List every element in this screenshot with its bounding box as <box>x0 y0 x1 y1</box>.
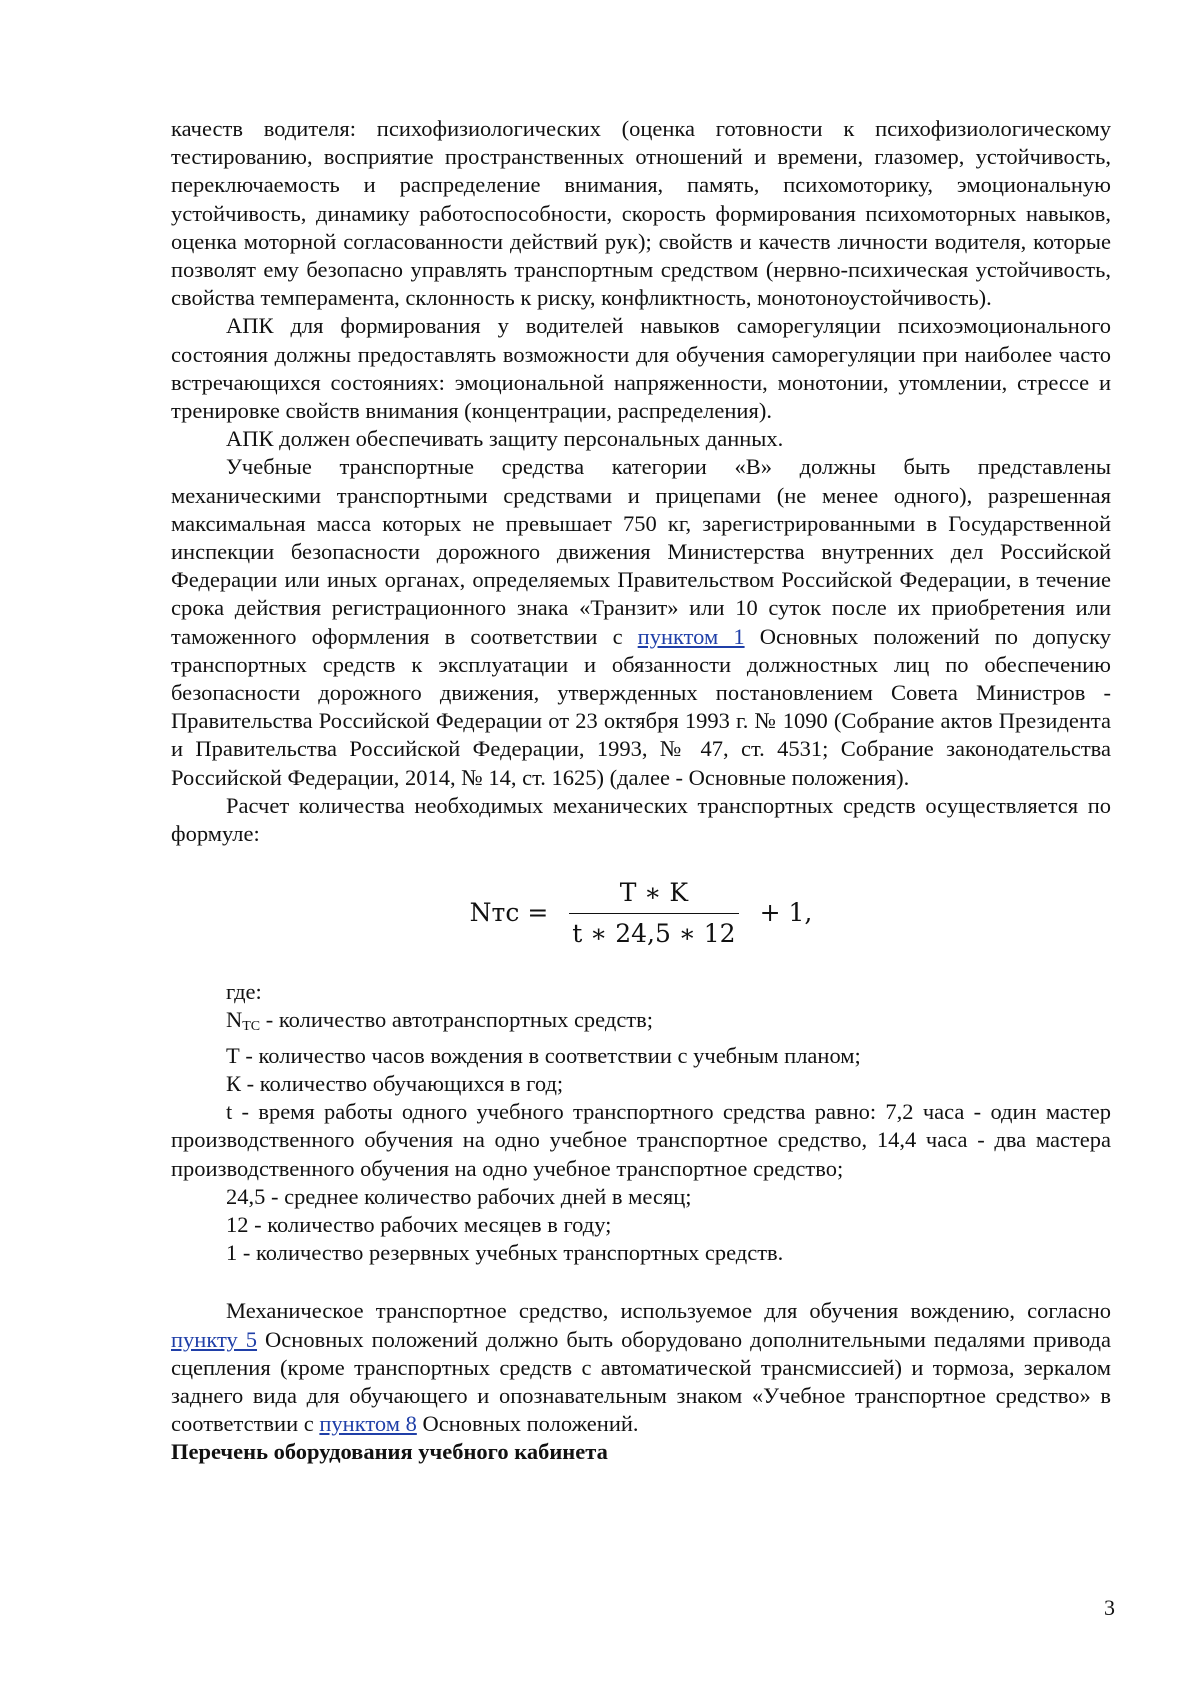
page-number: 3 <box>1104 1595 1115 1620</box>
paragraph-text: Механическое транспортное средство, используемое для обучения вождению, согласно <box>226 1298 1111 1324</box>
paragraph-driver-qualities: качеств водителя: психофизиологических (оценка готовности к психофизиологическому тестированию, восприятие пространственных отношений и времени, глазомер, устойчивость, переключаемость и распределение внимания, память, психомоторику, эмоциональную устойчивость, динамику работоспособности, скорость формирования психомоторных навыков, оценка моторной согласованности действий рук); свойств и качеств личности водителя, которые позволят ему безопасно управлять транспортным средством (нервно-психическая устойчивость, свойства темперамента, склонность к риску, конфликтность, монотоноустойчивость). <box>171 116 1111 311</box>
link-point-8[interactable]: пунктом 8 <box>319 1411 417 1437</box>
formula-denominator: t ∗ 24,5 ∗ 12 <box>572 918 736 948</box>
ntc-subscript: ТС <box>242 1019 261 1035</box>
ntc-text: - количество автотранспортных средств; <box>260 1007 654 1033</box>
definition-months: 12 - количество рабочих месяцев в году; <box>226 1211 612 1237</box>
formula-lhs: Nтс = <box>469 898 549 928</box>
ntc-symbol: N <box>226 1007 243 1033</box>
paragraph-text: Основных положений. <box>416 1411 639 1437</box>
definition-days: 24,5 - среднее количество рабочих дней в месяц; <box>226 1183 692 1209</box>
definition-ntc <box>171 1006 1111 1041</box>
section-heading: Перечень оборудования учебного кабинета <box>171 1439 608 1465</box>
link-point-1[interactable]: пунктом 1 <box>637 623 745 649</box>
paragraph-self-regulation: АПК для формирования у водителей навыков саморегуляции психоэмоционального состояния должны предоставлять возможности для обучения саморегуляции при наиболее часто встречающихся состояниях: эмоциональной напряженности, монотонии, утомлении, стрессе и тренировке свойств внимания (концентрации, распределения). <box>171 313 1111 424</box>
link-point-5[interactable]: пункту 5 <box>171 1326 258 1352</box>
formula-fraction <box>560 879 747 948</box>
definition-reserve: 1 - количество резервных учебных транспортных средств. <box>226 1240 784 1266</box>
spacer <box>171 1267 1111 1297</box>
paragraph-text: Основных положений по допуску транспортных средств к эксплуатации и обязанности должностных лиц по обеспечению безопасности дорожного движения, утвержденных постановлением Совета Министров - Правительства Российской Федерации от 23 октября 1993 г. № 1090 (Собрание актов Президента и Правительства Российской Федерации, 1993, № 47, ст. 4531; Собрание законодательства Российской Федерации, 2014, № 14, ст. 1625) (далее - Основные положения). <box>171 623 1111 790</box>
vehicle-count-formula <box>171 848 1111 978</box>
formula-numerator: T ∗ K <box>619 877 689 907</box>
definition-hours: Т - количество часов вождения в соответствии с учебным планом; <box>226 1042 861 1068</box>
paragraph-text: Основных положений должно быть оборудовано дополнительными педалями привода сцепления (кроме транспортных средств с автоматической трансмиссией) и тормоза, зеркалом заднего вида для обучающего и опознавательным знаком «Учебное транспортное средство» в соответствии с <box>171 1326 1111 1437</box>
formula-rhs: + 1, <box>759 898 813 928</box>
paragraph-calculation: Расчет количества необходимых механических транспортных средств осуществляется по формуле: <box>171 792 1111 847</box>
definition-where: где: <box>226 979 262 1005</box>
definition-work-time: t - время работы одного учебного транспортного средства равно: 7,2 часа - один мастер производственного обучения на одно учебное транспортное средство, 14,4 часа - два мастера производственного обучения на одно учебное транспортное средство; <box>171 1099 1111 1181</box>
paragraph-text: Учебные транспортные средства категории «В» должны быть представлены механическими транспортными средствами и прицепами (не менее одного), разрешенная максимальная масса которых не превышает 750 кг, зарегистрированными в Государственной инспекции безопасности дорожного движения Министерства внутренних дел Российской Федерации или иных органах, определяемых Правительством Российской Федерации, в течение срока действия регистрационного знака «Транзит» или 10 суток после их приобретения или таможенного оформления в соответствии с <box>171 454 1111 649</box>
paragraph-training-vehicles <box>171 453 1111 791</box>
page-content <box>171 115 1111 1467</box>
paragraph-data-protection: АПК должен обеспечивать защиту персональных данных. <box>226 426 784 452</box>
paragraph-vehicle-equipment <box>171 1297 1111 1438</box>
definition-students: К - количество обучающихся в год; <box>226 1070 564 1096</box>
